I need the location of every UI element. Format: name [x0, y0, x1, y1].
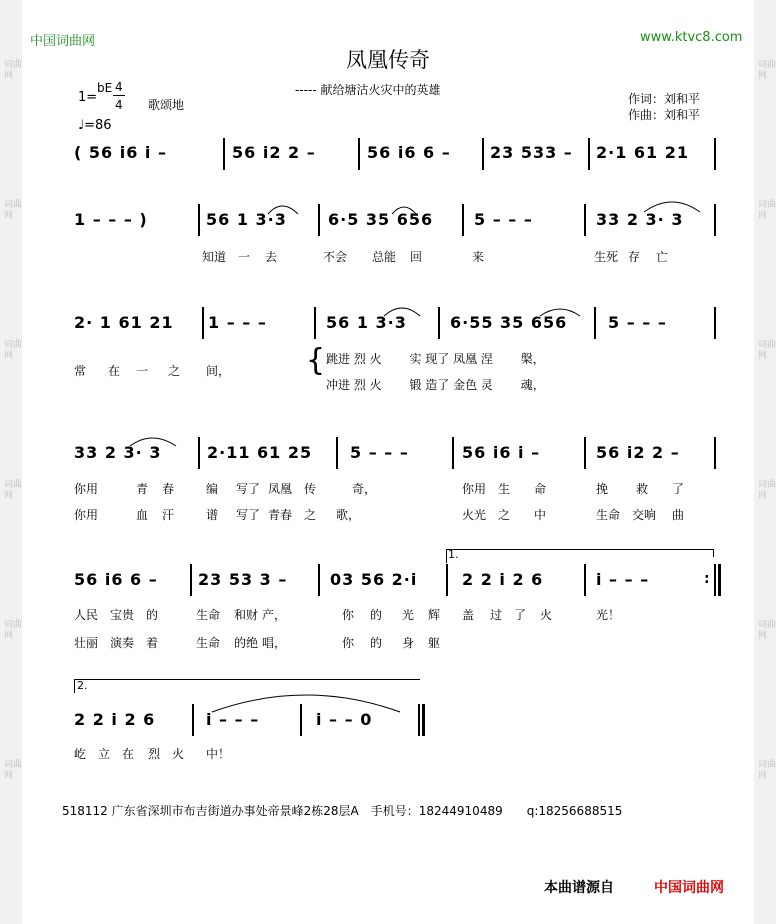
- lyric: 常: [74, 364, 87, 378]
- measure: 2· 1 61 21: [74, 313, 174, 332]
- lyric: 的: [146, 608, 159, 622]
- contact-address: 518112 广东省深圳市布吉街道办事处帝景峰2栋28层A 手机号：18244910489 q:18256688515: [62, 804, 623, 818]
- watermark-text: 词曲网: [4, 60, 23, 81]
- lyric: 编: [206, 482, 219, 496]
- tie-mark: [268, 206, 298, 214]
- measure: 23 533 –: [490, 143, 573, 162]
- lyric: 和财: [234, 608, 259, 622]
- lyric: 你: [342, 608, 355, 622]
- site-name-link[interactable]: 中国词曲网: [30, 34, 96, 49]
- measure: 23 53 3 –: [198, 570, 288, 589]
- lyric: 总能: [372, 250, 397, 264]
- lyric: 中: [534, 508, 547, 522]
- tie-mark: [130, 438, 176, 446]
- repeat-dots: :: [704, 571, 710, 587]
- lyric: 过: [490, 608, 503, 622]
- measure: i – – –: [596, 570, 650, 589]
- watermark-text: 词曲网: [4, 340, 23, 361]
- lyric: 中！: [206, 747, 231, 761]
- lyric: 挽: [596, 482, 609, 496]
- lyric: 盖: [462, 608, 475, 622]
- key-tonic: 1=: [78, 90, 98, 105]
- watermark-text: 词曲网: [4, 200, 23, 221]
- lyric: 交响: [632, 508, 657, 522]
- lyric: 产，: [262, 608, 287, 622]
- measure: 1 – – –: [208, 313, 267, 332]
- lyric: 生命: [196, 636, 221, 650]
- lyric: 歌，: [336, 508, 361, 522]
- lyric: 在: [122, 747, 135, 761]
- tie-mark: [212, 695, 400, 712]
- measure: 2·11 61 25: [207, 443, 313, 462]
- lyric: 宝贵: [110, 608, 135, 622]
- measure: 56 1 3·3: [326, 313, 407, 332]
- song-subtitle: ----- 献给塘沽火灾中的英雄: [295, 83, 441, 97]
- lyric: 之: [168, 364, 181, 378]
- lyric: 写了: [236, 508, 261, 522]
- lyric: 生: [498, 482, 511, 496]
- lyric: 命: [534, 482, 547, 496]
- measure: 56 1 3·3: [206, 210, 287, 229]
- tie-mark: [392, 207, 416, 214]
- lyric: 烈: [148, 747, 161, 761]
- mood-marking: 歌颂地: [148, 98, 185, 112]
- lyric-line-verse-1: 跳进 烈 火 实 现了 凤凰 涅 槃，: [326, 352, 545, 366]
- lyric: 火: [540, 608, 553, 622]
- lyric-line-verse-2: 冲进 烈 火 锻 造了 金色 灵 魂，: [326, 378, 545, 392]
- measure: 2 2 i 2 6: [462, 570, 544, 589]
- watermark-text: 词曲网: [4, 620, 23, 641]
- lyric: 之: [304, 508, 317, 522]
- lyric: 谱: [206, 508, 219, 522]
- lyric: 曲: [672, 508, 685, 522]
- measure: 6·55 35 656: [450, 313, 568, 332]
- slur-mark: [644, 202, 700, 212]
- lyric: 你用: [74, 482, 99, 496]
- lyric: 写了: [236, 482, 261, 496]
- lyric: 火: [172, 747, 185, 761]
- lyric: 间，: [206, 364, 231, 378]
- lyric: 之: [498, 508, 511, 522]
- tie-mark: [384, 308, 420, 316]
- lyric: 你用: [462, 482, 487, 496]
- watermark-text: 词曲网: [758, 760, 776, 781]
- lyric: 光！: [596, 608, 621, 622]
- lyricist-credit: 作词：刘和平: [628, 92, 701, 106]
- lyric: 青春: [268, 508, 293, 522]
- lyric: 人民: [74, 608, 99, 622]
- lyric: 传: [304, 482, 317, 496]
- tempo-marking: ♩=86: [78, 118, 112, 133]
- measure: 5 – – –: [608, 313, 667, 332]
- measure: 5 – – –: [350, 443, 409, 462]
- lyric: 演奏: [110, 636, 135, 650]
- watermark-text: 词曲网: [758, 480, 776, 501]
- lyric: 凤凰: [268, 482, 293, 496]
- measure: i – – –: [206, 710, 260, 729]
- lyric: 着: [146, 636, 159, 650]
- watermark-text: 词曲网: [4, 480, 23, 501]
- volta-2-label: 2.: [77, 679, 88, 692]
- lyric: 躯: [428, 636, 441, 650]
- measure: 2·1 61 21: [596, 143, 690, 162]
- key-name: bE: [97, 81, 113, 95]
- lyric: 救: [636, 482, 649, 496]
- time-signature-bottom: 4: [115, 98, 123, 112]
- lyric: 你用: [74, 508, 99, 522]
- lyric: 壮丽: [74, 636, 99, 650]
- lyric: 火光: [462, 508, 487, 522]
- watermark-text: 词曲网: [4, 760, 23, 781]
- lyric: 了: [514, 608, 527, 622]
- measure: 33 2 3· 3: [74, 443, 162, 462]
- lyric: 不会: [323, 250, 348, 264]
- measure: 56 i2 2 –: [596, 443, 680, 462]
- watermark-text: 词曲网: [758, 620, 776, 641]
- lyric: 去: [265, 250, 278, 264]
- lyric: 唱，: [262, 636, 287, 650]
- measure: i – – 0: [316, 710, 373, 729]
- measure: 56 i6 i –: [462, 443, 541, 462]
- measure: 5 – – –: [474, 210, 533, 229]
- lyric: 辉: [428, 608, 441, 622]
- lyric: 了: [672, 482, 685, 496]
- watermark-text: 词曲网: [758, 200, 776, 221]
- slur-mark: [540, 309, 580, 316]
- measure: 2 2 i 2 6: [74, 710, 156, 729]
- lyric: 亡: [656, 250, 669, 264]
- lyric: 的绝: [234, 636, 259, 650]
- lyric: 一: [136, 364, 149, 378]
- lyric: 春: [162, 482, 175, 496]
- composer-credit: 作曲：刘和平: [628, 108, 701, 122]
- lyric: 在: [108, 364, 121, 378]
- source-site-link[interactable]: 中国词曲网: [654, 880, 724, 896]
- measure: 33 2 3· 3: [596, 210, 684, 229]
- song-title: 凤凰传奇: [346, 48, 430, 72]
- measure: 03 56 2·i: [330, 570, 418, 589]
- lyric: 生死: [594, 250, 619, 264]
- lyric: 身: [402, 636, 415, 650]
- lyric: 生命: [596, 508, 621, 522]
- lyric: 奇，: [352, 482, 377, 496]
- measure: 56 i6 6 –: [367, 143, 451, 162]
- lyric: 血: [136, 508, 149, 522]
- lyric: 生命: [196, 608, 221, 622]
- lyric: 屹: [74, 747, 87, 761]
- lyric: 存: [628, 250, 641, 264]
- volta-1-label: 1.: [448, 548, 459, 561]
- measure: ( 56 i6 i –: [74, 143, 167, 162]
- source-label: 本曲谱源自: [544, 880, 614, 896]
- lyric: 一: [238, 250, 251, 264]
- lyric: 的: [370, 636, 383, 650]
- measure: 6·5 35 656: [328, 210, 434, 229]
- measure: 1 – – – ): [74, 210, 148, 229]
- verse-brace: {: [306, 343, 326, 378]
- lyric: 来: [472, 250, 485, 264]
- watermark-text: 词曲网: [758, 340, 776, 361]
- lyric: 你: [342, 636, 355, 650]
- measure: 56 i6 6 –: [74, 570, 158, 589]
- time-signature-top: 4: [115, 80, 123, 94]
- watermark-text: 词曲网: [758, 60, 776, 81]
- lyric: 的: [370, 608, 383, 622]
- lyric: 光: [402, 608, 415, 622]
- lyric: 知道: [202, 250, 227, 264]
- lyric: 立: [98, 747, 111, 761]
- measure: 56 i2 2 –: [232, 143, 316, 162]
- lyric: 回: [410, 250, 423, 264]
- site-url-link[interactable]: www.ktvc8.com: [640, 30, 743, 45]
- lyric: 汗: [162, 508, 175, 522]
- lyric: 青: [136, 482, 149, 496]
